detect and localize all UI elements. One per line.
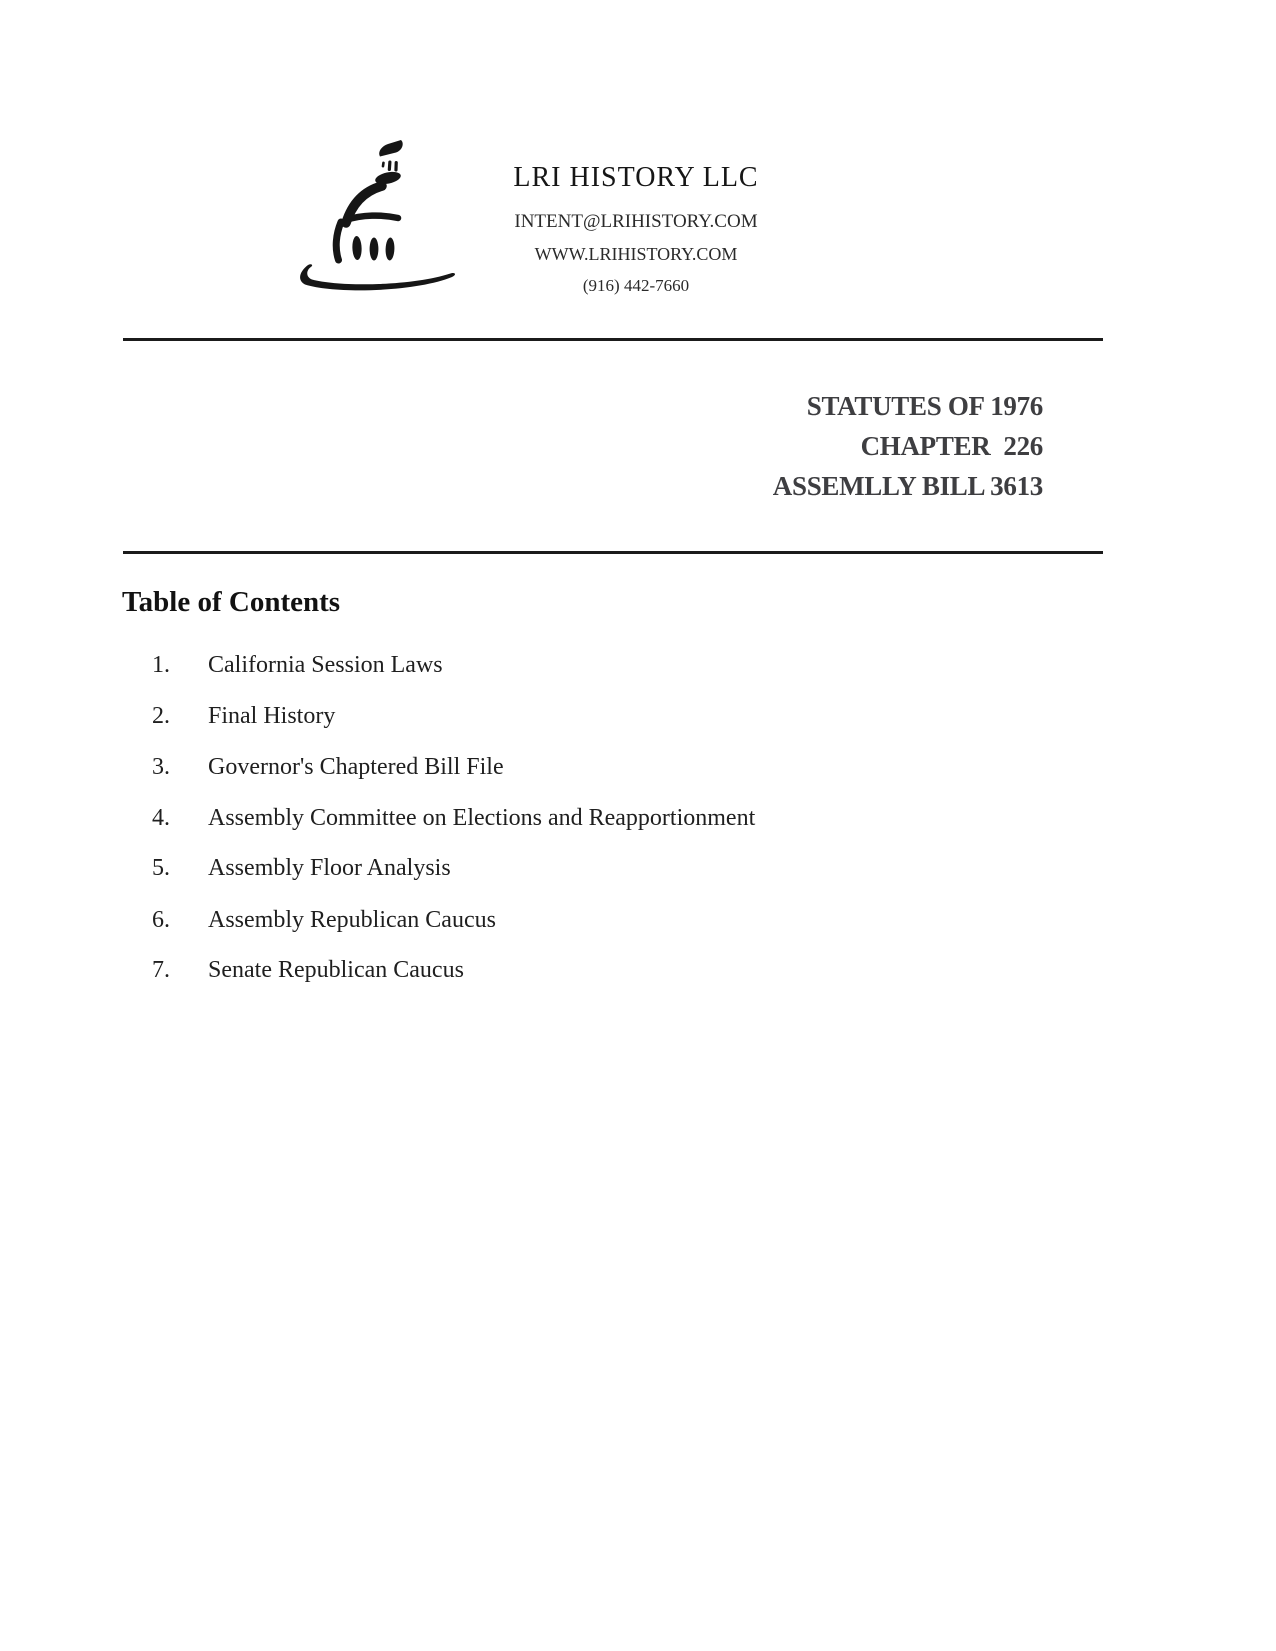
statutes-reference-block — [773, 386, 1043, 506]
chapter-line: CHAPTER 226 — [860, 431, 1043, 461]
toc-item-number: 5. — [152, 855, 170, 881]
toc-item-label: Final History — [208, 703, 336, 729]
toc-item-label: Senate Republican Caucus — [208, 957, 464, 983]
toc-item-number: 6. — [152, 907, 170, 933]
company-name: LRI HISTORY LLC — [513, 162, 759, 193]
toc-item-label: Governor's Chaptered Bill File — [208, 754, 504, 780]
company-phone: (916) 442-7660 — [582, 276, 690, 295]
toc-item-number: 3. — [152, 754, 170, 780]
toc-item-number: 2. — [152, 703, 170, 729]
toc-item — [152, 649, 443, 682]
toc-item-label: Assembly Republican Caucus — [208, 907, 496, 933]
toc-item-label: California Session Laws — [208, 652, 443, 678]
toc-item — [152, 954, 464, 987]
toc-heading: Table of Contents — [122, 586, 341, 618]
statutes-line: STATUTES OF 1976 — [806, 391, 1043, 421]
company-email: INTENT@LRIHISTORY.COM — [514, 211, 758, 232]
toc-item — [152, 751, 504, 784]
toc-item-number: 1. — [152, 652, 170, 678]
bill-line: ASSEMLLY BILL 3613 — [772, 471, 1043, 501]
toc-item-label: Assembly Floor Analysis — [208, 855, 451, 881]
header-divider-line — [123, 338, 1103, 341]
toc-item — [152, 852, 451, 885]
capitol-dome-icon — [292, 128, 462, 293]
toc-item — [152, 700, 335, 733]
title-divider-line — [123, 551, 1103, 554]
toc-item — [152, 904, 496, 937]
toc-item-number: 7. — [152, 957, 170, 983]
toc-item-number: 4. — [152, 805, 170, 831]
toc-item-label: Assembly Committee on Elections and Reapportionment — [208, 805, 756, 831]
company-website: WWW.LRIHISTORY.COM — [534, 244, 738, 264]
toc-item — [152, 802, 755, 835]
